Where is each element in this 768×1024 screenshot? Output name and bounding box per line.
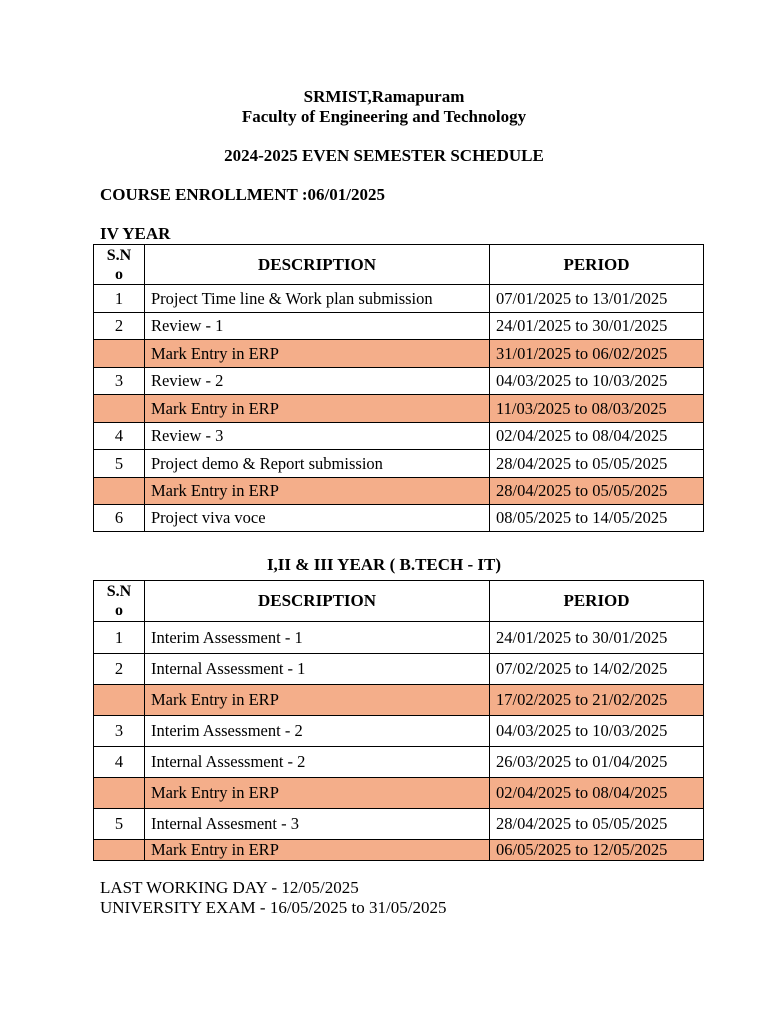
table-row: [94, 450, 704, 478]
faculty-title: Faculty of Engineering and Technology: [241, 107, 527, 126]
description-cell: Project demo & Report submission: [145, 450, 490, 478]
table-row: [94, 840, 704, 861]
period-cell: 28/04/2025 to 05/05/2025: [490, 809, 704, 840]
sno-header-line1: S.N: [106, 583, 132, 600]
university-exam: UNIVERSITY EXAM - 16/05/2025 to 31/05/2025: [100, 898, 447, 917]
description-cell: Review - 2: [145, 368, 490, 395]
sno-header-line2: o: [115, 602, 123, 619]
sno-cell: [94, 478, 145, 505]
description-cell: Internal Assessment - 1: [145, 654, 490, 685]
description-cell: Internal Assessment - 2: [145, 747, 490, 778]
description-cell: Review - 3: [145, 423, 490, 450]
iv-year-table: [93, 244, 704, 532]
period-cell: 07/02/2025 to 14/02/2025: [490, 654, 704, 685]
table-row: [94, 622, 704, 654]
institution-title: SRMIST,Ramapuram: [303, 87, 465, 106]
sno-cell: 4: [94, 423, 145, 450]
description-cell: Interim Assessment - 2: [145, 716, 490, 747]
period-cell: 24/01/2025 to 30/01/2025: [490, 622, 704, 654]
table-row: [94, 478, 704, 505]
sno-cell: [94, 685, 145, 716]
semester-title: 2024-2025 EVEN SEMESTER SCHEDULE: [224, 146, 544, 165]
period-cell: 02/04/2025 to 08/04/2025: [490, 778, 704, 809]
description-cell: Mark Entry in ERP: [145, 778, 490, 809]
sno-cell: 3: [94, 368, 145, 395]
period-cell: 24/01/2025 to 30/01/2025: [490, 313, 704, 340]
sno-cell: 2: [94, 654, 145, 685]
table-row: [94, 747, 704, 778]
description-cell: Project viva voce: [145, 505, 490, 532]
period-cell: 28/04/2025 to 05/05/2025: [490, 478, 704, 505]
description-cell: Mark Entry in ERP: [145, 395, 490, 423]
table-row: [94, 368, 704, 395]
period-cell: 17/02/2025 to 21/02/2025: [490, 685, 704, 716]
table-row: [94, 654, 704, 685]
description-cell: Mark Entry in ERP: [145, 685, 490, 716]
column-header-period: PERIOD: [490, 245, 704, 285]
other-years-heading: I,II & III YEAR ( B.TECH - IT): [266, 555, 502, 574]
sno-header-line2: o: [115, 265, 123, 283]
table-row: [94, 809, 704, 840]
description-cell: Project Time line & Work plan submission: [145, 285, 490, 313]
table-row: [94, 423, 704, 450]
period-cell: 31/01/2025 to 06/02/2025: [490, 340, 704, 368]
other-years-table: [93, 580, 704, 861]
sno-cell: [94, 395, 145, 423]
sno-cell: 2: [94, 313, 145, 340]
period-cell: 02/04/2025 to 08/04/2025: [490, 423, 704, 450]
description-cell: Internal Assesment - 3: [145, 809, 490, 840]
sno-cell: 6: [94, 505, 145, 532]
sno-cell: 5: [94, 809, 145, 840]
description-cell: Mark Entry in ERP: [145, 840, 490, 861]
table-row: [94, 285, 704, 313]
table-row: [94, 340, 704, 368]
period-cell: 04/03/2025 to 10/03/2025: [490, 716, 704, 747]
period-cell: 07/01/2025 to 13/01/2025: [490, 285, 704, 313]
period-cell: 28/04/2025 to 05/05/2025: [490, 450, 704, 478]
column-header-sno: [94, 245, 145, 285]
description-cell: Interim Assessment - 1: [145, 622, 490, 654]
table-row: [94, 716, 704, 747]
sno-cell: 3: [94, 716, 145, 747]
sno-header-line1: S.N: [106, 246, 132, 264]
iv-year-heading: IV YEAR: [100, 224, 171, 243]
description-cell: Mark Entry in ERP: [145, 478, 490, 505]
period-cell: 11/03/2025 to 08/03/2025: [490, 395, 704, 423]
sno-cell: 4: [94, 747, 145, 778]
course-enrollment: COURSE ENROLLMENT :06/01/2025: [100, 185, 385, 204]
sno-cell: [94, 778, 145, 809]
sno-cell: 1: [94, 622, 145, 654]
column-header-sno: [94, 581, 145, 622]
table-header-row: [94, 581, 704, 622]
table-row: [94, 313, 704, 340]
table-row: [94, 778, 704, 809]
period-cell: 04/03/2025 to 10/03/2025: [490, 368, 704, 395]
sno-cell: [94, 340, 145, 368]
sno-cell: 1: [94, 285, 145, 313]
period-cell: 06/05/2025 to 12/05/2025: [490, 840, 704, 861]
period-cell: 26/03/2025 to 01/04/2025: [490, 747, 704, 778]
table-row: [94, 395, 704, 423]
table-row: [94, 505, 704, 532]
sno-cell: 5: [94, 450, 145, 478]
description-cell: Review - 1: [145, 313, 490, 340]
column-header-description: DESCRIPTION: [145, 245, 490, 285]
table-header-row: [94, 245, 704, 285]
period-cell: 08/05/2025 to 14/05/2025: [490, 505, 704, 532]
column-header-description: DESCRIPTION: [145, 581, 490, 622]
description-cell: Mark Entry in ERP: [145, 340, 490, 368]
column-header-period: PERIOD: [490, 581, 704, 622]
table-row: [94, 685, 704, 716]
last-working-day: LAST WORKING DAY - 12/05/2025: [100, 878, 359, 897]
sno-cell: [94, 840, 145, 861]
